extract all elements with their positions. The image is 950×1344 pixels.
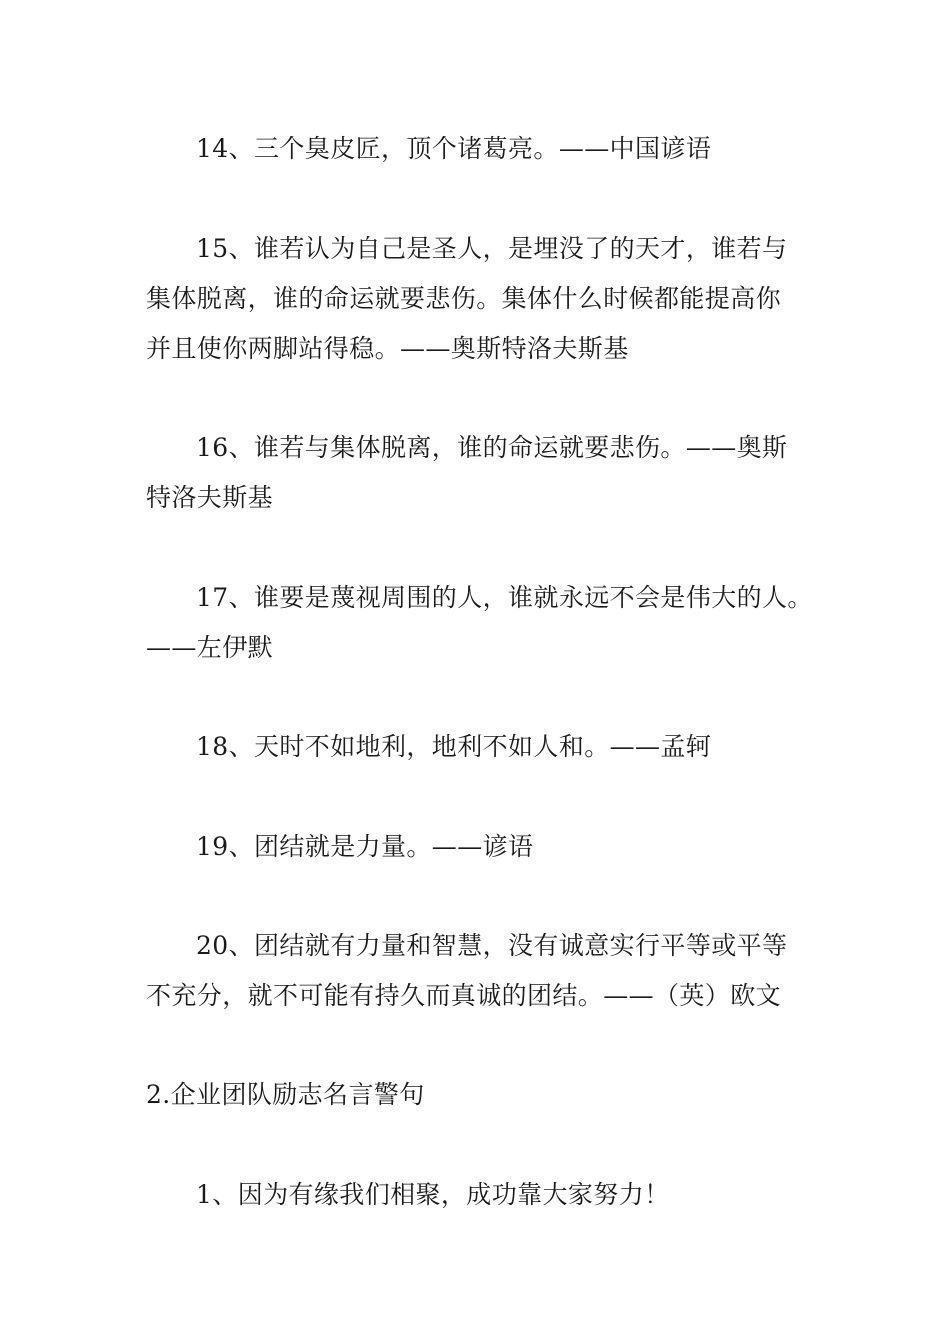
- quote-17-line-1: 17、谁要是蔑视周围的人，谁就永远不会是伟大的人。: [196, 583, 813, 612]
- quote-15-line-1: 15、谁若认为自己是圣人，是埋没了的天才，谁若与: [196, 234, 788, 263]
- quote-20-line-1: 20、团结就有力量和智慧，没有诚意实行平等或平等: [196, 931, 788, 960]
- quote-17-line-2: ——左伊默: [146, 633, 274, 662]
- section-heading: 2.企业团队励志名言警句: [146, 1080, 425, 1109]
- slogan-1: 1、因为有缘我们相聚，成功靠大家努力！: [196, 1180, 670, 1209]
- quote-16-line-1: 16、谁若与集体脱离，谁的命运就要悲伤。——奥斯: [196, 433, 788, 462]
- quote-20-line-2: 不充分，就不可能有持久而真诚的团结。——（英）欧文: [146, 981, 782, 1010]
- quote-14: 14、三个臭皮匠，顶个诸葛亮。——中国谚语: [196, 134, 712, 163]
- quote-16-line-2: 特洛夫斯基: [146, 483, 274, 512]
- quote-19: 19、团结就是力量。——谚语: [196, 832, 534, 861]
- quote-18: 18、天时不如地利，地利不如人和。——孟轲: [196, 732, 712, 761]
- quote-15-line-3: 并且使你两脚站得稳。——奥斯特洛夫斯基: [146, 334, 629, 363]
- quote-15-line-2: 集体脱离，谁的命运就要悲伤。集体什么时候都能提高你: [146, 284, 782, 313]
